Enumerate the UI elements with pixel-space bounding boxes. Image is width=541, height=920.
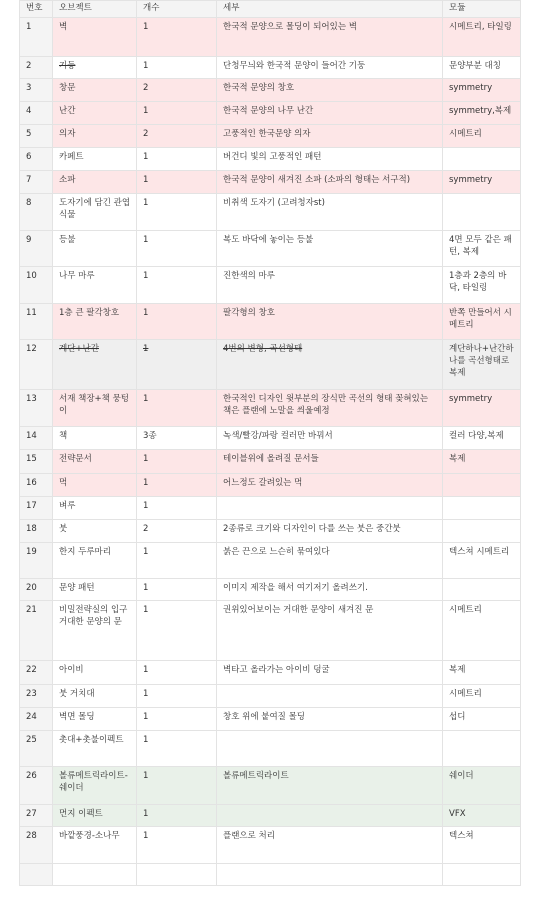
row-module: symmetry [443, 390, 521, 427]
row-detail [217, 805, 443, 827]
row-detail: 팔각형의 창호 [217, 304, 443, 340]
row-module: 복제 [443, 450, 521, 474]
row-detail: 한국적인 디자인 윗부분의 장식만 곡선의 형태 꽂혀있는 책은 플랜에 노말을 씌울예정 [217, 390, 443, 427]
row-detail: 비취색 도자기 (고려청자st) [217, 194, 443, 231]
row-number: 2 [20, 57, 53, 79]
row-detail: 녹색/빨강/파랑 컬러만 바꿔서 [217, 427, 443, 450]
row-module: 시메트리, 타일링 [443, 18, 521, 57]
row-count: 1 [137, 579, 217, 601]
table-row [20, 304, 521, 340]
row-number: 15 [20, 450, 53, 474]
table-row [20, 497, 521, 520]
table-row [20, 601, 521, 661]
row-object: 소파 [53, 171, 137, 194]
row-number: 26 [20, 767, 53, 805]
row-count: 1 [137, 731, 217, 767]
row-object: 붓 [53, 520, 137, 543]
row-count: 1 [137, 231, 217, 267]
table-row [20, 18, 521, 57]
row-module: 반쪽 만들어서 시메트리 [443, 304, 521, 340]
table-row [20, 340, 521, 390]
row-count: 1 [137, 827, 217, 864]
row-module: 섭디 [443, 708, 521, 731]
row-module [443, 194, 521, 231]
row-object: 비밀전략실의 입구 거대한 문양의 문 [53, 601, 137, 661]
row-number: 6 [20, 148, 53, 171]
row-number: 20 [20, 579, 53, 601]
table-row [20, 767, 521, 805]
row-object: 서재 책장+책 뭉텅이 [53, 390, 137, 427]
row-object [53, 864, 137, 886]
row-count: 1 [137, 474, 217, 497]
header-detail: 세부 [217, 1, 443, 18]
table-row [20, 267, 521, 304]
table-row [20, 231, 521, 267]
row-count: 1 [137, 267, 217, 304]
row-object: 책 [53, 427, 137, 450]
row-detail: 어느정도 갈려있는 먹 [217, 474, 443, 497]
row-count: 1 [137, 304, 217, 340]
row-object: 붓 거치대 [53, 685, 137, 708]
table-row [20, 194, 521, 231]
table-row [20, 520, 521, 543]
table-row [20, 685, 521, 708]
row-number: 28 [20, 827, 53, 864]
row-count: 1 [137, 497, 217, 520]
table-row [20, 805, 521, 827]
row-object: 나무 마루 [53, 267, 137, 304]
table-row [20, 125, 521, 148]
table-row [20, 827, 521, 864]
row-object: 등불 [53, 231, 137, 267]
row-object: 기둥 [53, 57, 137, 79]
table-row [20, 102, 521, 125]
row-detail [217, 497, 443, 520]
row-count: 1 [137, 171, 217, 194]
row-detail: 한국적 문양의 창호 [217, 79, 443, 102]
row-number: 11 [20, 304, 53, 340]
header-object: 오브젝트 [53, 1, 137, 18]
row-module [443, 520, 521, 543]
row-module: symmetry [443, 79, 521, 102]
object-list-table-wrapper [19, 0, 520, 886]
row-detail: 볼류메트릭라이트 [217, 767, 443, 805]
row-count: 1 [137, 767, 217, 805]
row-module [443, 497, 521, 520]
row-count: 1 [137, 601, 217, 661]
row-module [443, 579, 521, 601]
table-row [20, 708, 521, 731]
row-number: 23 [20, 685, 53, 708]
row-count: 1 [137, 340, 217, 390]
row-detail: 버건디 빛의 고풍적인 패턴 [217, 148, 443, 171]
row-number: 21 [20, 601, 53, 661]
table-row [20, 390, 521, 427]
row-count: 1 [137, 390, 217, 427]
row-detail [217, 685, 443, 708]
row-number: 17 [20, 497, 53, 520]
header-module: 모듈 [443, 1, 521, 18]
row-module: symmetry [443, 171, 521, 194]
row-module: 시메트리 [443, 601, 521, 661]
table-body [20, 18, 521, 886]
table-row [20, 79, 521, 102]
row-object: 난간 [53, 102, 137, 125]
row-object: 벼루 [53, 497, 137, 520]
row-number: 10 [20, 267, 53, 304]
row-number: 14 [20, 427, 53, 450]
row-count [137, 864, 217, 886]
row-number: 9 [20, 231, 53, 267]
row-module: 1층과 2층의 바닥, 타일링 [443, 267, 521, 304]
table-row [20, 171, 521, 194]
row-detail: 단청무늬와 한국적 문양이 들어간 기둥 [217, 57, 443, 79]
row-count: 1 [137, 685, 217, 708]
row-module: 텍스쳐 시메트리 [443, 543, 521, 579]
row-count: 1 [137, 102, 217, 125]
table-row [20, 450, 521, 474]
row-module: 시메트리 [443, 685, 521, 708]
row-module: 문양부분 대칭 [443, 57, 521, 79]
row-module [443, 731, 521, 767]
row-detail: 복도 바닥에 놓이는 등불 [217, 231, 443, 267]
row-detail: 붉은 끈으로 느슨히 묶여있다 [217, 543, 443, 579]
row-object: 계단+난간 [53, 340, 137, 390]
row-number: 8 [20, 194, 53, 231]
row-count: 1 [137, 148, 217, 171]
row-object: 먼지 이펙트 [53, 805, 137, 827]
row-module: 시메트리 [443, 125, 521, 148]
row-number: 4 [20, 102, 53, 125]
row-count: 1 [137, 543, 217, 579]
row-number: 16 [20, 474, 53, 497]
row-detail: 진한색의 마루 [217, 267, 443, 304]
header-number: 번호 [20, 1, 53, 18]
row-count: 2 [137, 520, 217, 543]
row-detail: 벽타고 올라가는 아이비 덩굴 [217, 661, 443, 685]
row-count: 1 [137, 708, 217, 731]
row-detail: 2종류로 크기와 디자인이 다를 쓰는 붓은 중간붓 [217, 520, 443, 543]
row-detail [217, 864, 443, 886]
table-row [20, 474, 521, 497]
row-detail: 이미지 제작을 해서 여기저기 올려쓰기. [217, 579, 443, 601]
row-object: 아이비 [53, 661, 137, 685]
row-object: 카페트 [53, 148, 137, 171]
row-object: 한지 두루마리 [53, 543, 137, 579]
table-row [20, 661, 521, 685]
row-module: 4면 모두 같은 패턴, 복제 [443, 231, 521, 267]
header-row [20, 1, 521, 18]
row-count: 1 [137, 805, 217, 827]
row-object: 전략문서 [53, 450, 137, 474]
row-detail: 플랜으로 처리 [217, 827, 443, 864]
row-detail: 한국적 문양으로 몰딩이 되어있는 벽 [217, 18, 443, 57]
row-module: symmetry,복제 [443, 102, 521, 125]
row-number: 1 [20, 18, 53, 57]
row-number: 27 [20, 805, 53, 827]
row-count: 3종 [137, 427, 217, 450]
row-object: 벽면 몰딩 [53, 708, 137, 731]
row-number: 13 [20, 390, 53, 427]
header-count: 개수 [137, 1, 217, 18]
row-object: 바깥풍경-소나무 [53, 827, 137, 864]
row-number: 19 [20, 543, 53, 579]
row-number: 25 [20, 731, 53, 767]
row-number: 24 [20, 708, 53, 731]
row-count: 2 [137, 79, 217, 102]
row-module: 계단하나+난간하나를 곡선형태로 복제 [443, 340, 521, 390]
table-row [20, 57, 521, 79]
row-number: 18 [20, 520, 53, 543]
table-row [20, 579, 521, 601]
row-number: 3 [20, 79, 53, 102]
row-detail: 고풍적인 한국문양 의자 [217, 125, 443, 148]
row-object: 도자기에 담긴 관엽식물 [53, 194, 137, 231]
table-row [20, 427, 521, 450]
table-row [20, 543, 521, 579]
row-count: 1 [137, 18, 217, 57]
row-module [443, 148, 521, 171]
table-row [20, 148, 521, 171]
row-module: 쉐이더 [443, 767, 521, 805]
row-object: 1층 큰 팔각창호 [53, 304, 137, 340]
row-object: 문양 패턴 [53, 579, 137, 601]
row-number [20, 864, 53, 886]
row-module: 컬러 다양,복제 [443, 427, 521, 450]
row-detail: 권위있어보이는 거대한 문양이 새겨진 문 [217, 601, 443, 661]
row-object: 창문 [53, 79, 137, 102]
row-count: 2 [137, 125, 217, 148]
row-count: 1 [137, 194, 217, 231]
row-module: 복제 [443, 661, 521, 685]
table-row [20, 731, 521, 767]
row-number: 12 [20, 340, 53, 390]
row-detail: 한국적 문양의 나무 난간 [217, 102, 443, 125]
row-detail: 테이블위에 올려질 문서들 [217, 450, 443, 474]
row-object: 촛대+촛불이펙트 [53, 731, 137, 767]
row-count: 1 [137, 450, 217, 474]
row-object: 의자 [53, 125, 137, 148]
row-count: 1 [137, 661, 217, 685]
row-detail: 한국적 문양이 새겨진 소파 (소파의 형태는 서구적) [217, 171, 443, 194]
row-number: 7 [20, 171, 53, 194]
row-module: 텍스쳐 [443, 827, 521, 864]
row-number: 22 [20, 661, 53, 685]
row-object: 먹 [53, 474, 137, 497]
row-detail: 4번의 변형, 곡선형태 [217, 340, 443, 390]
row-object: 벽 [53, 18, 137, 57]
row-module [443, 864, 521, 886]
table-row [20, 864, 521, 886]
row-detail [217, 731, 443, 767]
row-object: 볼류메트릭라이트-쉐이더 [53, 767, 137, 805]
row-number: 5 [20, 125, 53, 148]
row-module [443, 474, 521, 497]
object-list-table [19, 0, 521, 886]
row-module: VFX [443, 805, 521, 827]
row-detail: 창호 위에 붙여질 몰딩 [217, 708, 443, 731]
row-count: 1 [137, 57, 217, 79]
